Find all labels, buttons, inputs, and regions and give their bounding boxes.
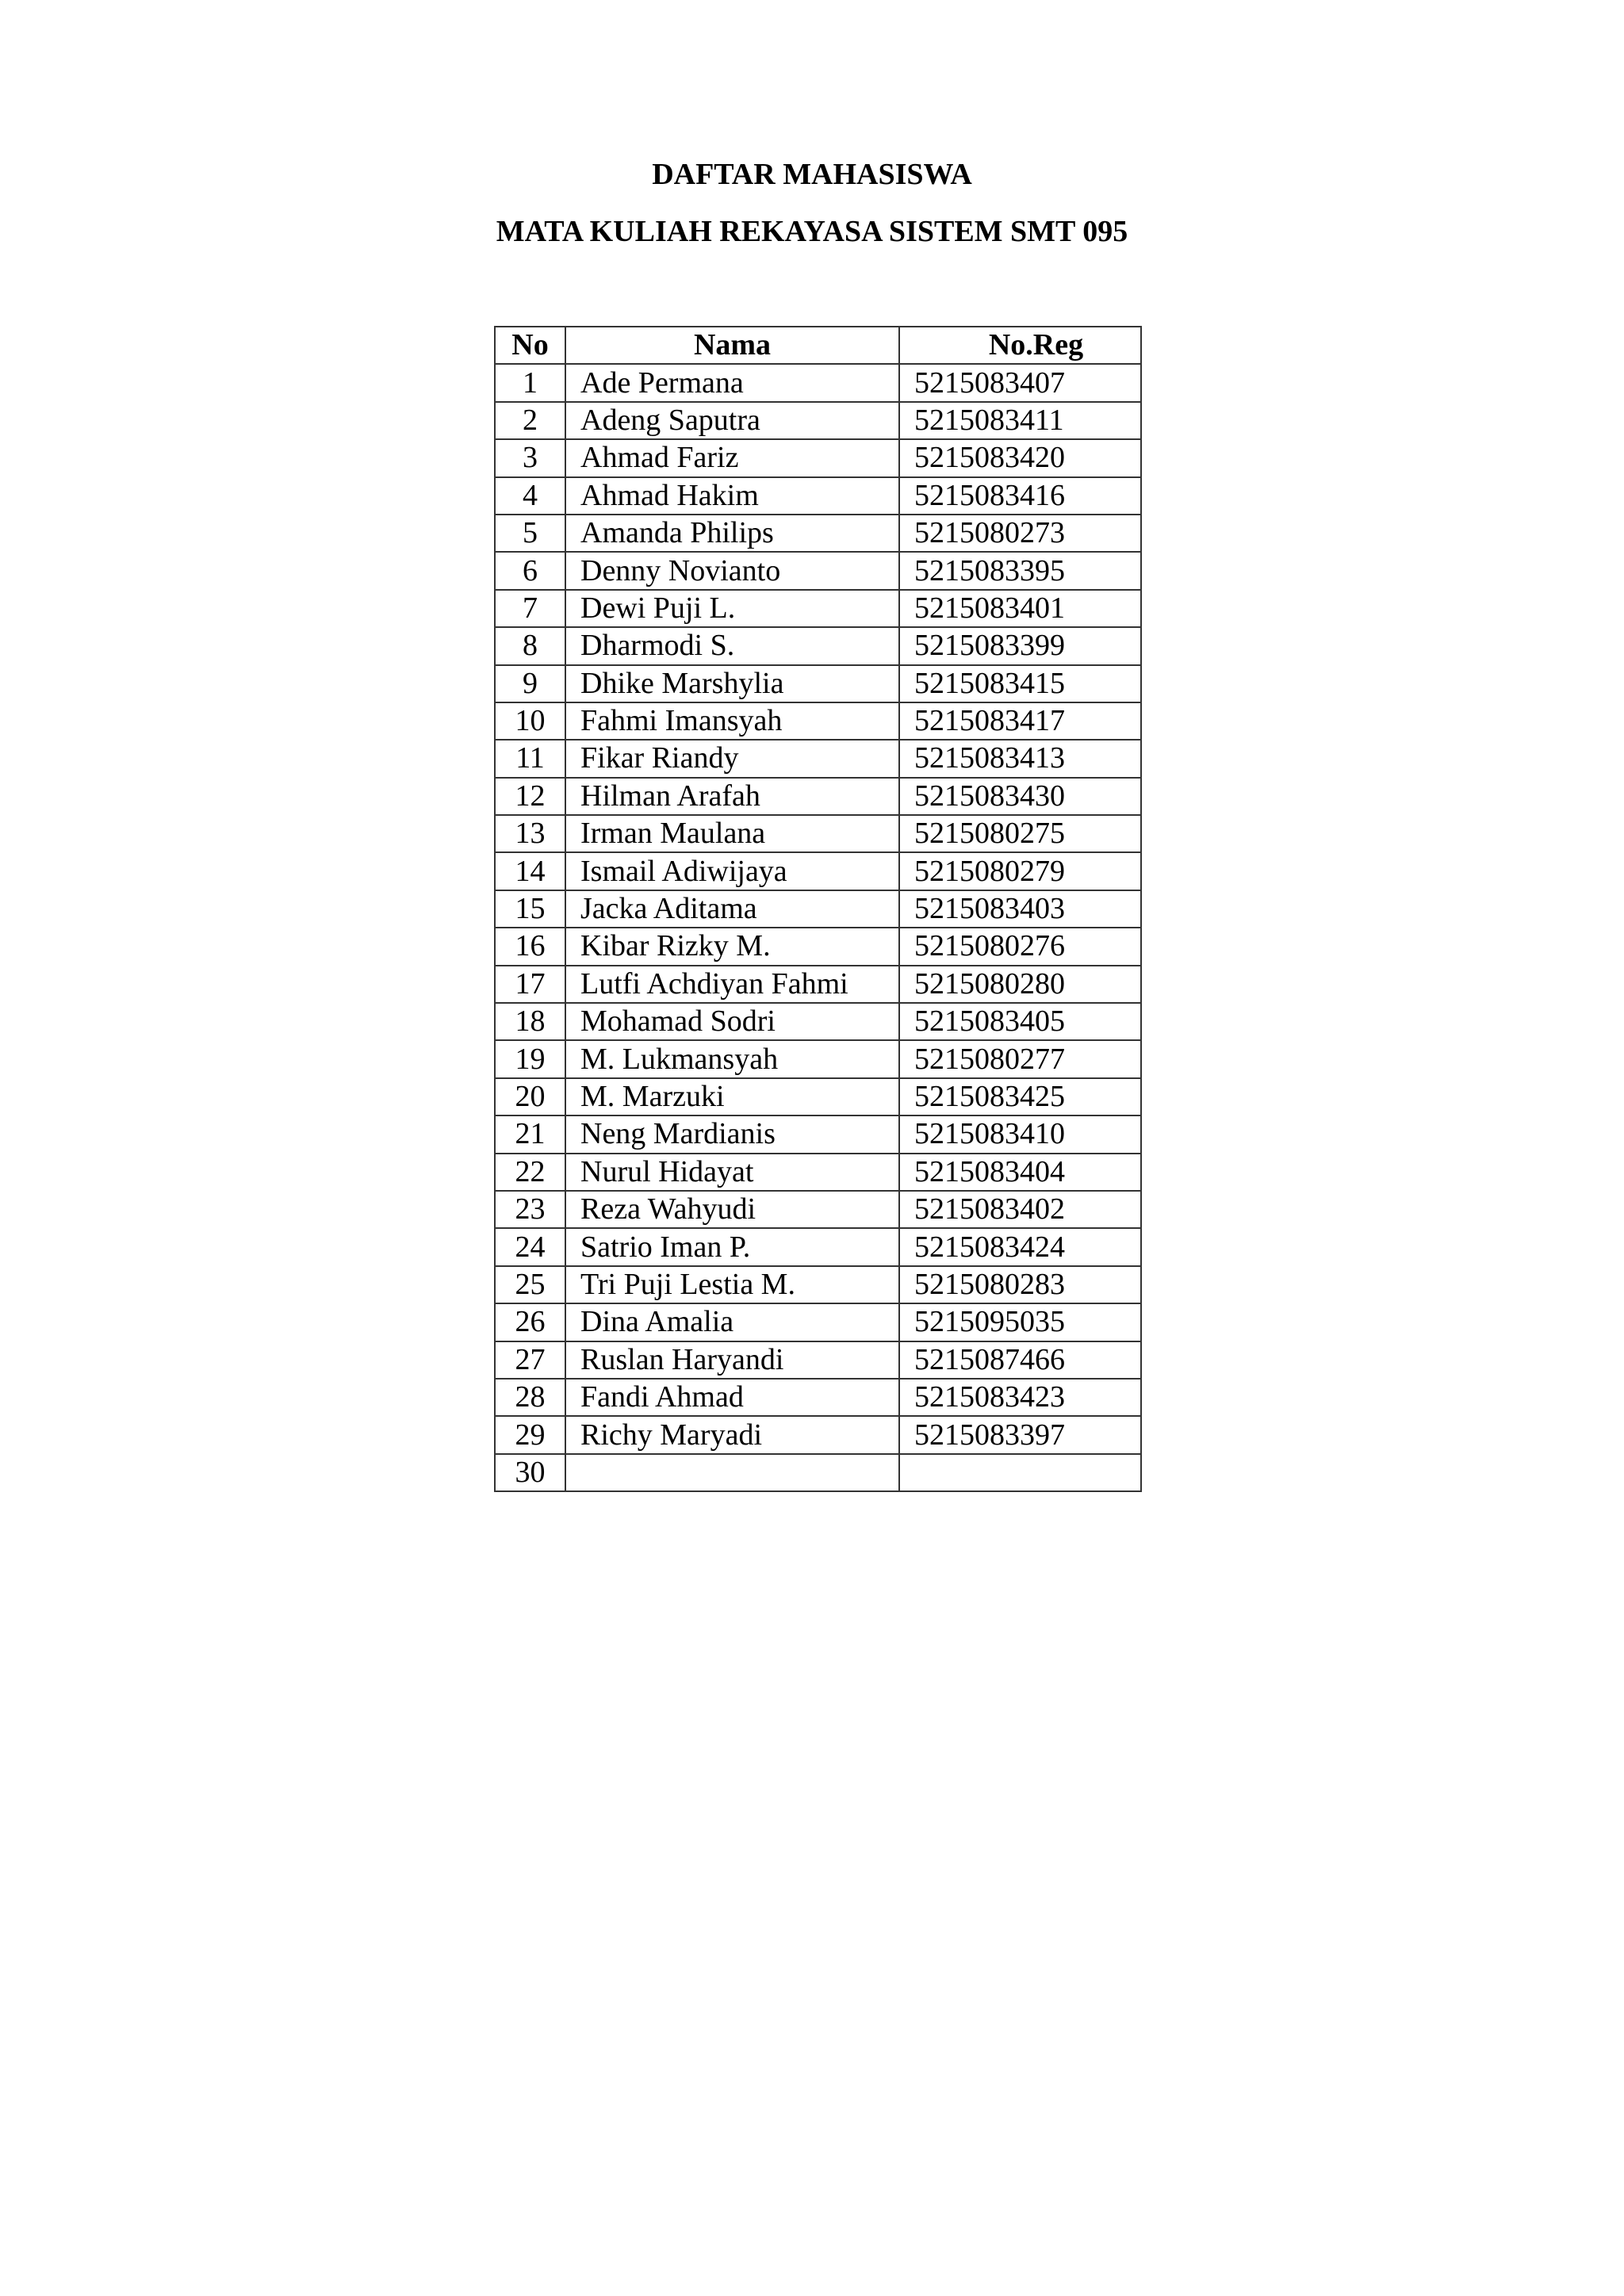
table-row [495, 966, 1141, 1003]
cell-nama: Dina Amalia [565, 1303, 899, 1341]
header-no: No [495, 327, 565, 364]
table-body [495, 364, 1141, 1491]
cell-noreg [899, 1454, 1141, 1491]
cell-no: 20 [495, 1078, 565, 1115]
cell-noreg: 5215083416 [899, 477, 1141, 515]
cell-no: 22 [495, 1154, 565, 1191]
cell-no: 3 [495, 439, 565, 476]
cell-no: 28 [495, 1379, 565, 1416]
cell-noreg: 5215083420 [899, 439, 1141, 476]
header-nama: Nama [565, 327, 899, 364]
cell-nama: Ruslan Haryandi [565, 1341, 899, 1379]
table-row [495, 702, 1141, 740]
cell-no: 17 [495, 966, 565, 1003]
cell-no: 10 [495, 702, 565, 740]
table-row [495, 890, 1141, 928]
cell-noreg: 5215080279 [899, 852, 1141, 890]
document-subtitle: MATA KULIAH REKAYASA SISTEM SMT 095 [496, 215, 1128, 248]
cell-noreg: 5215083424 [899, 1228, 1141, 1265]
cell-no: 8 [495, 627, 565, 664]
table-row [495, 1115, 1141, 1153]
cell-noreg: 5215083425 [899, 1078, 1141, 1115]
table-row [495, 1003, 1141, 1040]
cell-no: 19 [495, 1040, 565, 1077]
table-row [495, 1154, 1141, 1191]
table-row [495, 665, 1141, 702]
cell-no: 26 [495, 1303, 565, 1341]
cell-nama: Satrio Iman P. [565, 1228, 899, 1265]
table-row [495, 627, 1141, 664]
table-row [495, 1341, 1141, 1379]
cell-nama: Neng Mardianis [565, 1115, 899, 1153]
cell-noreg: 5215080277 [899, 1040, 1141, 1077]
cell-noreg: 5215083404 [899, 1154, 1141, 1191]
table-row [495, 402, 1141, 439]
table-row [495, 552, 1141, 589]
cell-no: 5 [495, 515, 565, 552]
cell-no: 27 [495, 1341, 565, 1379]
cell-nama: Ade Permana [565, 364, 899, 401]
student-table [494, 326, 1142, 1492]
cell-no: 29 [495, 1416, 565, 1453]
cell-nama [565, 1454, 899, 1491]
cell-no: 18 [495, 1003, 565, 1040]
cell-nama: Ahmad Fariz [565, 439, 899, 476]
cell-noreg: 5215080273 [899, 515, 1141, 552]
cell-no: 24 [495, 1228, 565, 1265]
table-row [495, 477, 1141, 515]
cell-noreg: 5215083423 [899, 1379, 1141, 1416]
cell-noreg: 5215083415 [899, 665, 1141, 702]
table-row [495, 1416, 1141, 1453]
table-row [495, 1379, 1141, 1416]
cell-noreg: 5215087466 [899, 1341, 1141, 1379]
table-row [495, 778, 1141, 815]
cell-nama: Irman Maulana [565, 815, 899, 852]
document-title: DAFTAR MAHASISWA [652, 158, 972, 191]
table-row [495, 439, 1141, 476]
cell-noreg: 5215083413 [899, 740, 1141, 777]
cell-no: 4 [495, 477, 565, 515]
table-row [495, 590, 1141, 627]
table-row [495, 1266, 1141, 1303]
cell-nama: Fandi Ahmad [565, 1379, 899, 1416]
table-row [495, 928, 1141, 965]
cell-noreg: 5215080276 [899, 928, 1141, 965]
cell-nama: Kibar Rizky M. [565, 928, 899, 965]
cell-no: 16 [495, 928, 565, 965]
cell-no: 7 [495, 590, 565, 627]
cell-noreg: 5215083410 [899, 1115, 1141, 1153]
cell-no: 12 [495, 778, 565, 815]
cell-noreg: 5215080280 [899, 966, 1141, 1003]
cell-no: 15 [495, 890, 565, 928]
cell-nama: Reza Wahyudi [565, 1191, 899, 1228]
table-row [495, 815, 1141, 852]
cell-noreg: 5215083403 [899, 890, 1141, 928]
cell-noreg: 5215083402 [899, 1191, 1141, 1228]
cell-nama: Ismail Adiwijaya [565, 852, 899, 890]
cell-nama: Ahmad Hakim [565, 477, 899, 515]
table-row [495, 515, 1141, 552]
cell-nama: Richy Maryadi [565, 1416, 899, 1453]
cell-nama: Dharmodi S. [565, 627, 899, 664]
cell-nama: M. Lukmansyah [565, 1040, 899, 1077]
table-row [495, 852, 1141, 890]
cell-nama: Adeng Saputra [565, 402, 899, 439]
cell-noreg: 5215080283 [899, 1266, 1141, 1303]
cell-noreg: 5215095035 [899, 1303, 1141, 1341]
cell-nama: Lutfi Achdiyan Fahmi [565, 966, 899, 1003]
cell-no: 1 [495, 364, 565, 401]
cell-nama: Nurul Hidayat [565, 1154, 899, 1191]
cell-no: 2 [495, 402, 565, 439]
cell-noreg: 5215083417 [899, 702, 1141, 740]
table-row [495, 1040, 1141, 1077]
cell-nama: Dewi Puji L. [565, 590, 899, 627]
table-row [495, 740, 1141, 777]
cell-no: 25 [495, 1266, 565, 1303]
cell-no: 14 [495, 852, 565, 890]
cell-noreg: 5215083407 [899, 364, 1141, 401]
table-row [495, 1078, 1141, 1115]
table-row [495, 364, 1141, 401]
cell-nama: Mohamad Sodri [565, 1003, 899, 1040]
cell-no: 9 [495, 665, 565, 702]
cell-nama: M. Marzuki [565, 1078, 899, 1115]
table-row [495, 1228, 1141, 1265]
cell-noreg: 5215083411 [899, 402, 1141, 439]
cell-nama: Amanda Philips [565, 515, 899, 552]
cell-no: 11 [495, 740, 565, 777]
cell-nama: Denny Novianto [565, 552, 899, 589]
cell-nama: Tri Puji Lestia M. [565, 1266, 899, 1303]
cell-noreg: 5215083405 [899, 1003, 1141, 1040]
table-row [495, 1191, 1141, 1228]
cell-nama: Dhike Marshylia [565, 665, 899, 702]
cell-noreg: 5215083430 [899, 778, 1141, 815]
cell-noreg: 5215083401 [899, 590, 1141, 627]
cell-noreg: 5215083397 [899, 1416, 1141, 1453]
cell-no: 21 [495, 1115, 565, 1153]
cell-nama: Jacka Aditama [565, 890, 899, 928]
table-row [495, 1454, 1141, 1491]
cell-nama: Fikar Riandy [565, 740, 899, 777]
cell-nama: Fahmi Imansyah [565, 702, 899, 740]
cell-no: 6 [495, 552, 565, 589]
cell-no: 13 [495, 815, 565, 852]
cell-noreg: 5215083395 [899, 552, 1141, 589]
cell-noreg: 5215083399 [899, 627, 1141, 664]
table-row [495, 1303, 1141, 1341]
cell-no: 23 [495, 1191, 565, 1228]
cell-no: 30 [495, 1454, 565, 1491]
cell-nama: Hilman Arafah [565, 778, 899, 815]
table-header-row [495, 327, 1141, 364]
cell-noreg: 5215080275 [899, 815, 1141, 852]
header-noreg: No.Reg [899, 327, 1141, 364]
